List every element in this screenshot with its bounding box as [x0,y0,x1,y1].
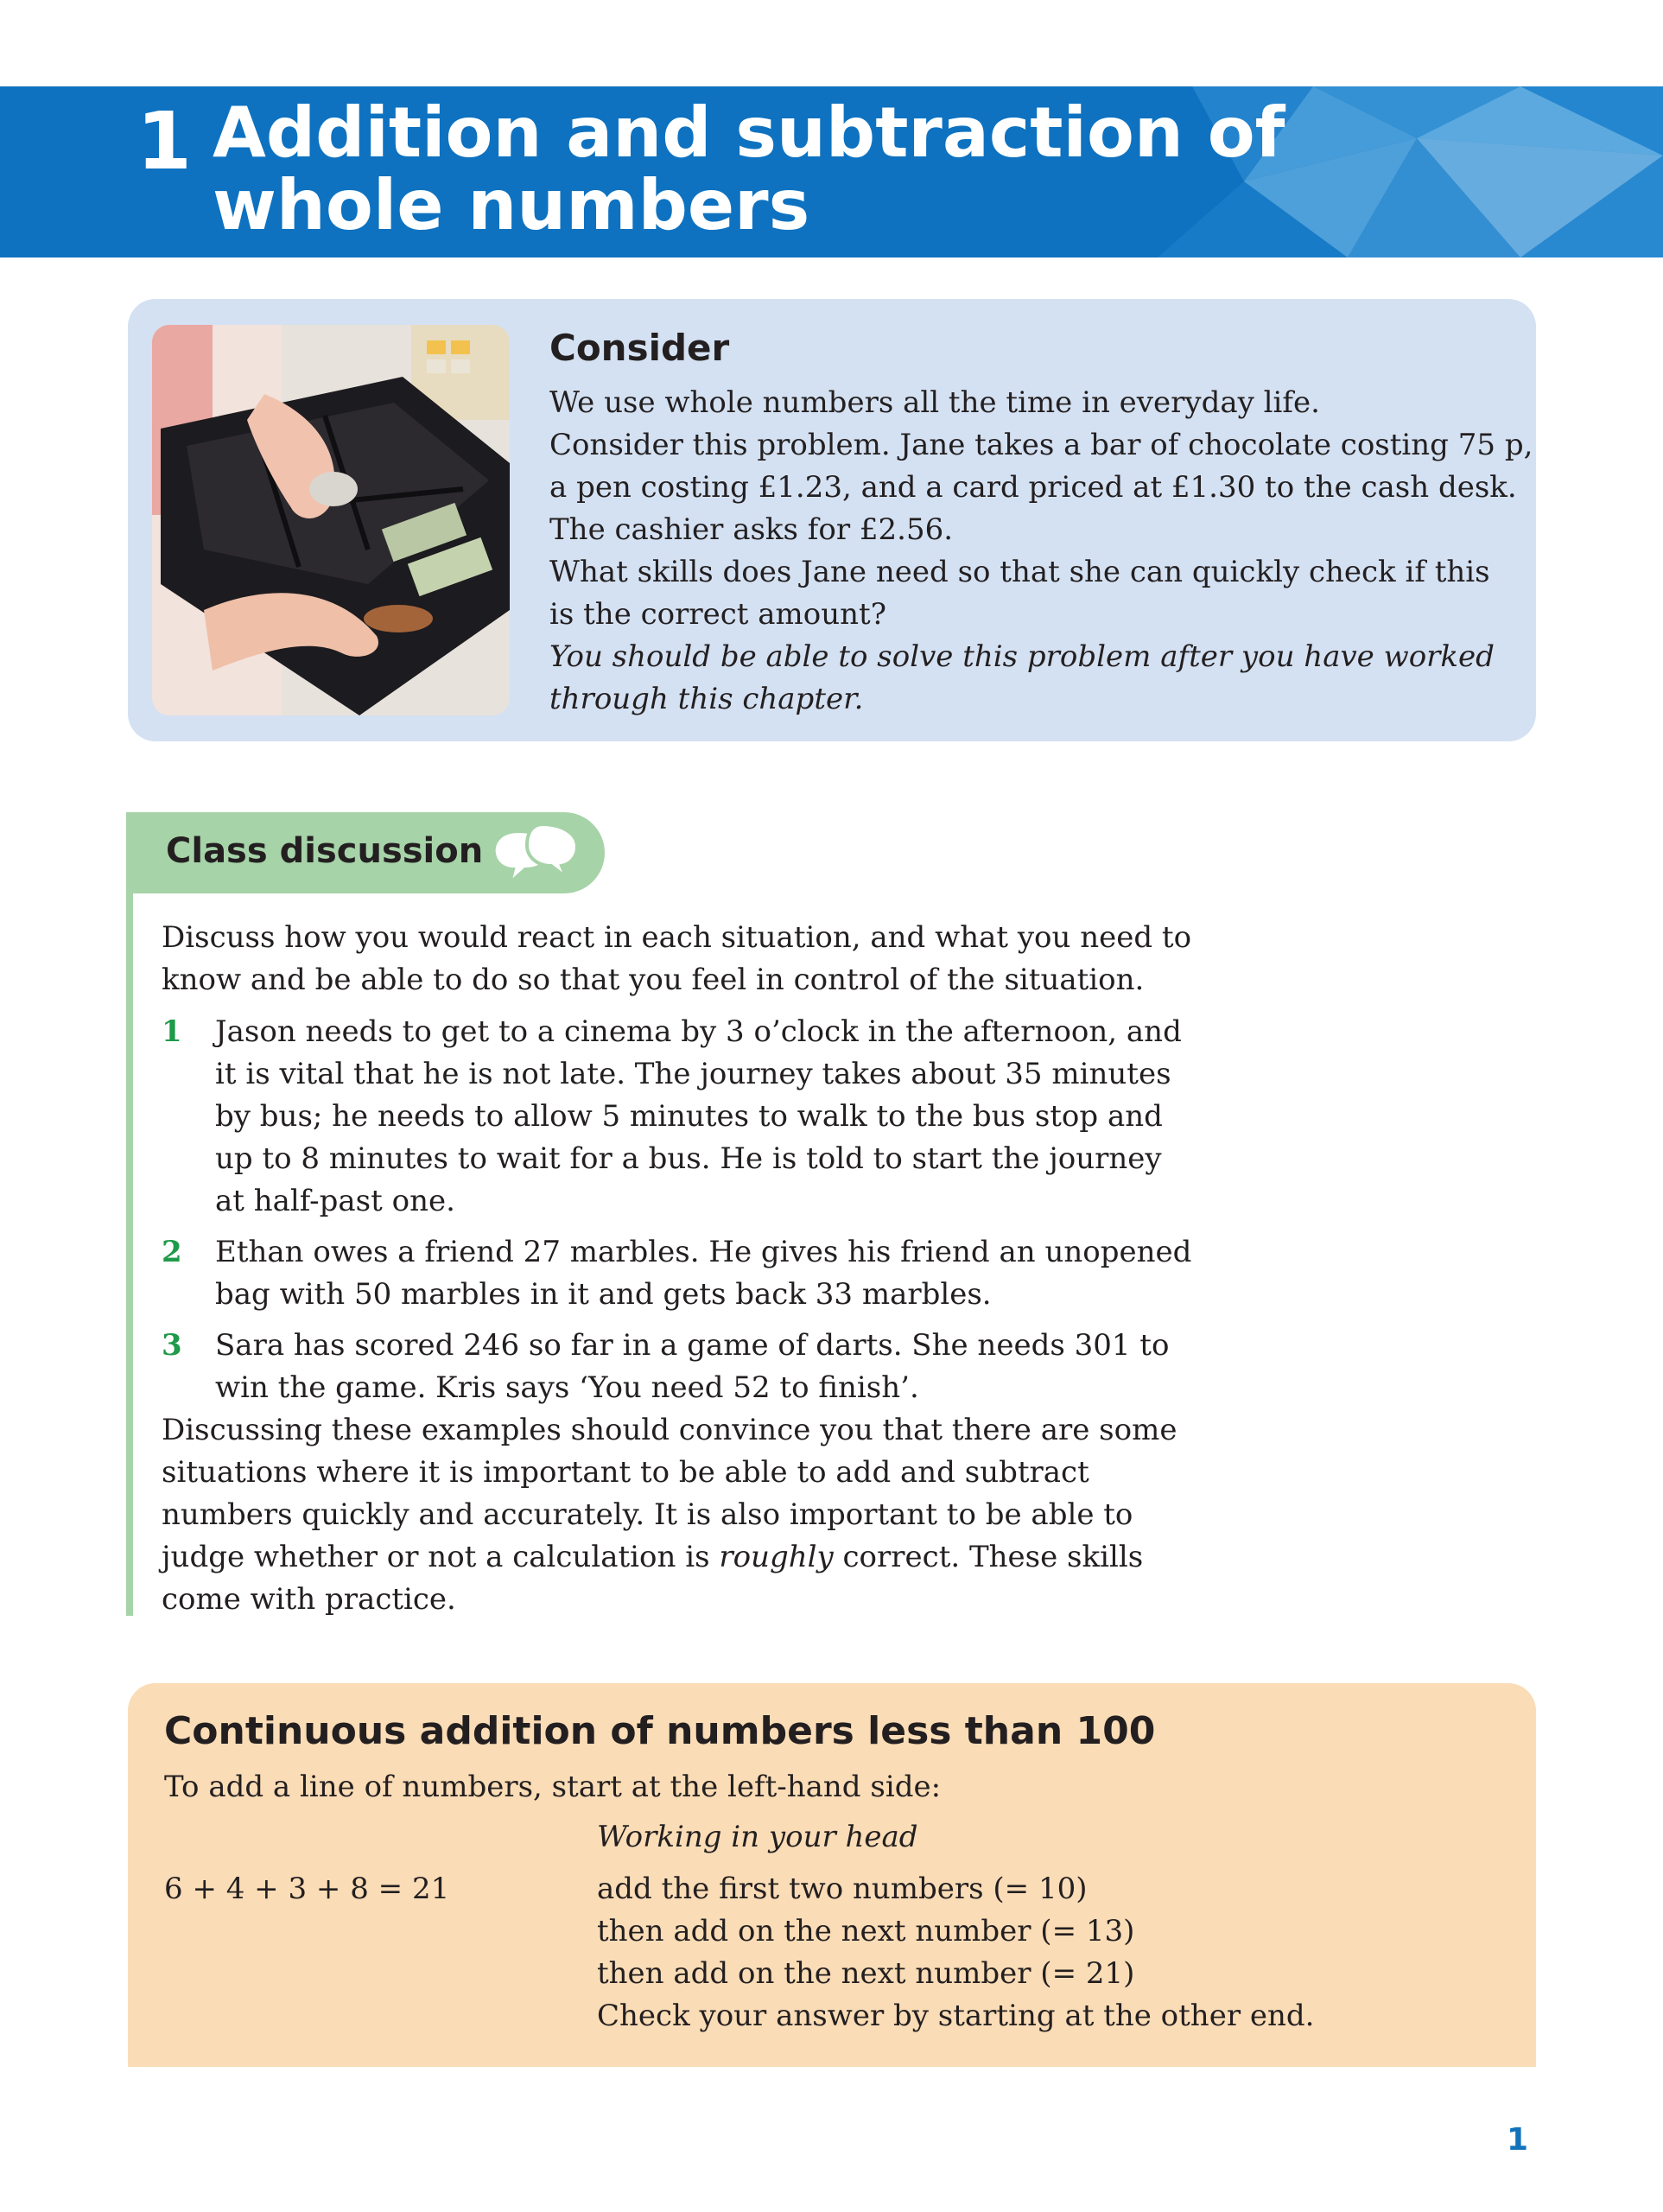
consider-text-line: What skills does Jane need so that she can quickly check if this [549,555,1490,589]
chapter-number: 1 [136,95,193,188]
working-step: add the first two numbers (= 10) [597,1872,1088,1906]
consider-text-line: Consider this problem. Jane takes a bar of chocolate costing 75 p, [549,428,1533,462]
item-text-line: Sara has scored 246 so far in a game of darts. She needs 301 to [215,1328,1170,1363]
class-discussion-intro: know and be able to do so that you feel in control of the situation. [162,963,1145,997]
consider-text-line: The cashier asks for £2.56. [549,512,954,547]
item-text-line: bag with 50 marbles in it and gets back 33 marbles. [215,1277,992,1312]
continuous-addition-intro: To add a line of numbers, start at the left-hand side: [164,1770,942,1804]
consider-text-line: We use whole numbers all the time in everyday life. [549,385,1320,420]
item-text-line: Jason needs to get to a cinema by 3 o’clock in the afternoon, and [215,1014,1182,1049]
class-discussion-intro: Discuss how you would react in each situation, and what you need to [162,920,1192,955]
working-column-heading: Working in your head [597,1820,918,1854]
continuous-addition-box [128,1683,1536,2067]
conclusion-line [162,1536,1143,1579]
consider-text-line: is the correct amount? [549,597,886,632]
consider-text-line: a pen costing £1.23, and a card priced at £1.30 to the cash desk. [549,470,1517,505]
conclusion-line: Discussing these examples should convince you that there are some [162,1413,1177,1447]
conclusion-text: judge whether or not a calculation is [162,1540,720,1574]
chapter-title-line: whole numbers [213,165,810,245]
page-number: 1 [1507,2122,1529,2158]
class-discussion-title: Class discussion [166,831,484,871]
conclusion-text: correct. These skills [833,1540,1144,1574]
speech-bubbles-icon [489,819,584,887]
working-step: then add on the next number (= 21) [597,1956,1135,1991]
item-number: 2 [162,1235,182,1269]
continuous-addition-heading: Continuous addition of numbers less than 100 [164,1709,1156,1753]
consider-italic-line: through this chapter. [549,682,864,716]
cash-register-drawer-photo [152,325,510,715]
conclusion-line: numbers quickly and accurately. It is also important to be able to [162,1497,1133,1532]
class-discussion-rule [126,812,133,1616]
working-step: Check your answer by starting at the other end. [597,1999,1315,2033]
conclusion-emphasis: roughly [719,1540,834,1574]
item-text-line: at half-past one. [215,1184,455,1218]
chapter-banner [0,86,1663,257]
class-discussion-header [126,812,605,893]
item-text-line: up to 8 minutes to wait for a bus. He is told to start the journey [215,1141,1162,1176]
conclusion-line: situations where it is important to be able to add and subtract [162,1455,1089,1490]
item-text-line: win the game. Kris says ‘You need 52 to finish’. [215,1370,919,1405]
item-text-line: by bus; he needs to allow 5 minutes to walk to the bus stop and [215,1099,1163,1134]
item-text-line: it is vital that he is not late. The journey takes about 35 minutes [215,1057,1171,1091]
addition-equation: 6 + 4 + 3 + 8 = 21 [164,1872,450,1906]
chapter-title [213,92,1285,245]
consider-italic-line: You should be able to solve this problem after you have worked [549,639,1495,674]
consider-heading: Consider [549,327,730,369]
chapter-title-line: Addition and subtraction of [213,92,1285,173]
conclusion-line: come with practice. [162,1582,456,1617]
item-text-line: Ethan owes a friend 27 marbles. He gives his friend an unopened [215,1235,1192,1269]
consider-box [128,299,1536,741]
item-number: 3 [162,1328,182,1363]
item-number: 1 [162,1014,182,1049]
working-step: then add on the next number (= 13) [597,1914,1135,1948]
